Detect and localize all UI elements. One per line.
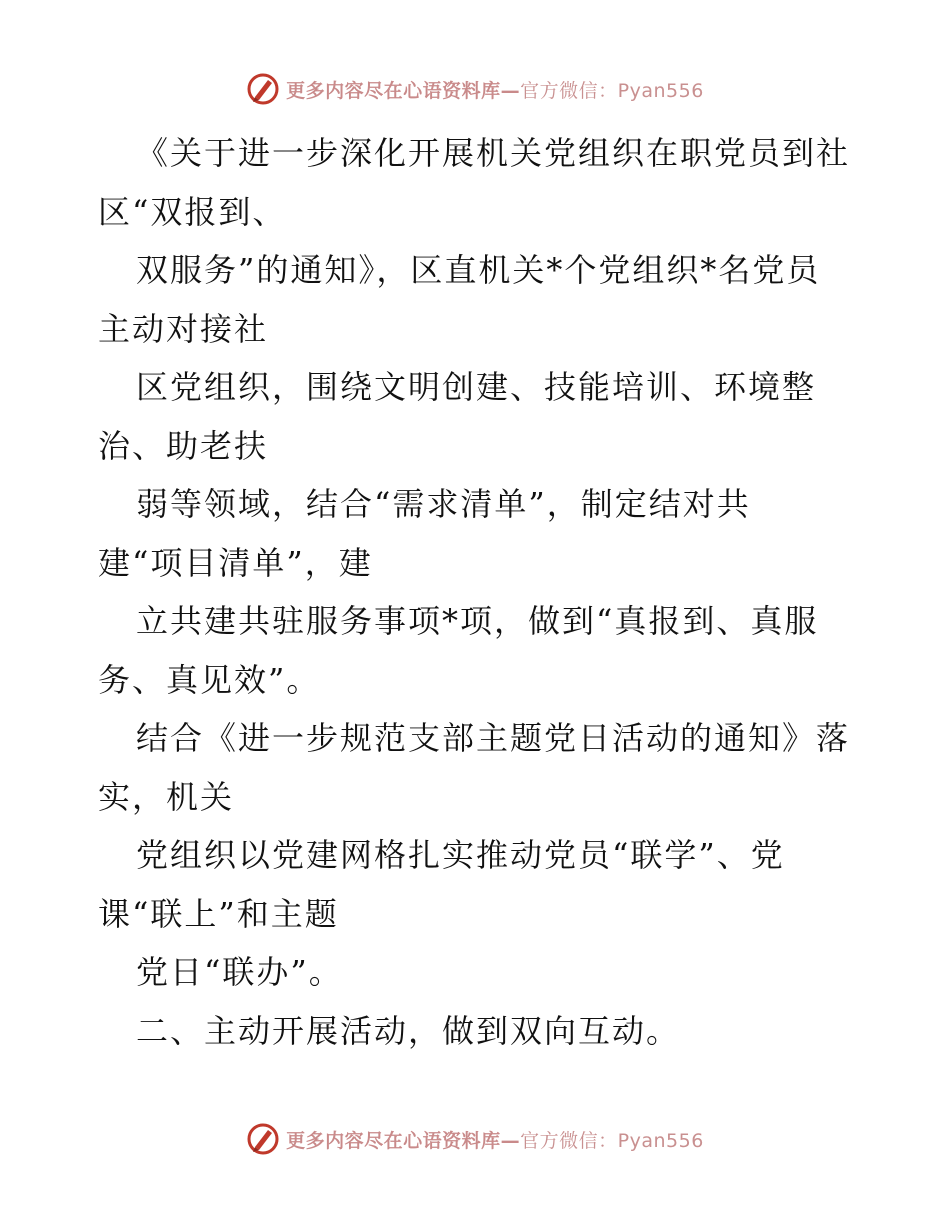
body-line: 主动对接社 <box>98 309 269 348</box>
body-line: 双服务”的通知》，区直机关*个党组织*名党员 <box>136 251 821 289</box>
pen-logo-icon <box>246 72 280 106</box>
body-line: 党日“联办”。 <box>136 953 343 991</box>
body-line: 立共建共驻服务事项*项，做到“真报到、真服 <box>136 602 819 640</box>
body-line: 区“双报到、 <box>98 192 287 231</box>
body-line: 治、助老扶 <box>98 426 269 465</box>
body-line: 实，机关 <box>98 777 235 816</box>
document-body <box>98 124 878 1060</box>
body-line: 课“联上”和主题 <box>98 894 339 933</box>
header-watermark-text <box>286 76 704 103</box>
footer-watermark-text <box>286 1126 704 1153</box>
footer-watermark-contact: 官方微信：Pyan556 <box>520 1129 704 1152</box>
section-heading: 二、主动开展活动，做到双向互动。 <box>136 1011 681 1050</box>
body-line: 弱等领域，结合“需求清单”，制定结对共 <box>136 485 751 523</box>
body-line: 《关于进一步深化开展机关党组织在职党员到社 <box>136 134 851 172</box>
footer-watermark-main: 更多内容尽在心语资料库— <box>286 1129 521 1152</box>
body-line: 务、真见效”。 <box>98 660 321 699</box>
header-watermark <box>0 72 950 106</box>
pen-logo-icon <box>246 1122 280 1156</box>
body-line: 结合《进一步规范支部主题党日活动的通知》落 <box>136 719 851 757</box>
body-line: 区党组织，围绕文明创建、技能培训、环境整 <box>136 368 817 406</box>
header-watermark-contact: 官方微信：Pyan556 <box>520 79 704 102</box>
header-watermark-main: 更多内容尽在心语资料库— <box>286 79 521 102</box>
body-line: 党组织以党建网格扎实推动党员“联学”、党 <box>136 836 785 874</box>
footer-watermark <box>0 1122 950 1156</box>
body-line: 建“项目清单”，建 <box>98 543 373 582</box>
